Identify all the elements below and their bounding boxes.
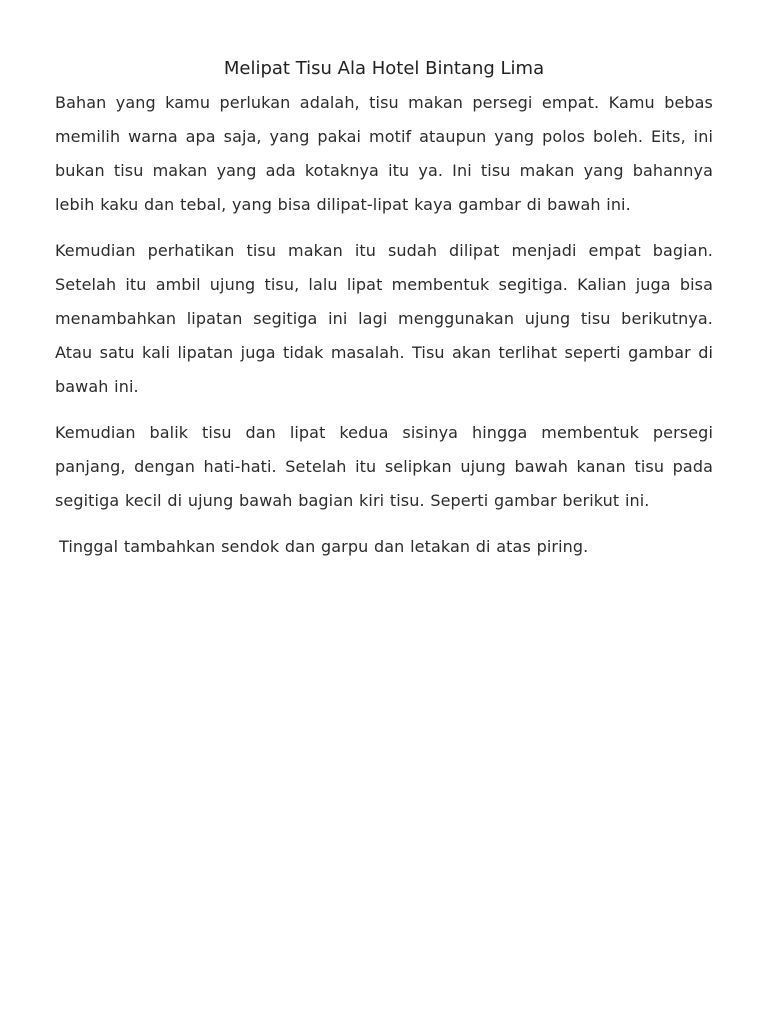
paragraph-materials: Bahan yang kamu perlukan adalah, tisu makan persegi empat. Kamu bebas memilih warna apa saja, yang pakai motif ataupun yang polos boleh. Eits, ini bukan tisu makan yang ada kotaknya itu ya. Ini tisu makan yang bahannya lebih kaku dan tebal, yang bisa dilipat-lipat kaya gambar di bawah ini. xyxy=(55,93,713,214)
document-title: Melipat Tisu Ala Hotel Bintang Lima xyxy=(223,58,545,79)
paragraph-fold-sides: Kemudian balik tisu dan lipat kedua sisinya hingga membentuk persegi panjang, dengan hati-hati. Setelah itu selipkan ujung bawah kanan tisu pada segitiga kecil di ujung bawah bagian kiri tisu. Seperti gambar berikut ini. xyxy=(55,423,713,510)
paragraph-final-step: Tinggal tambahkan sendok dan garpu dan letakan di atas piring. xyxy=(59,537,589,556)
document-page xyxy=(55,56,713,576)
paragraph-fold-triangle: Kemudian perhatikan tisu makan itu sudah dilipat menjadi empat bagian. Setelah itu ambil ujung tisu, lalu lipat membentuk segitiga. Kalian juga bisa menambahkan lipatan segitiga ini lagi menggunakan ujung tisu berikutnya. Atau satu kali lipatan juga tidak masalah. Tisu akan terlihat seperti gambar di bawah ini. xyxy=(55,241,713,396)
